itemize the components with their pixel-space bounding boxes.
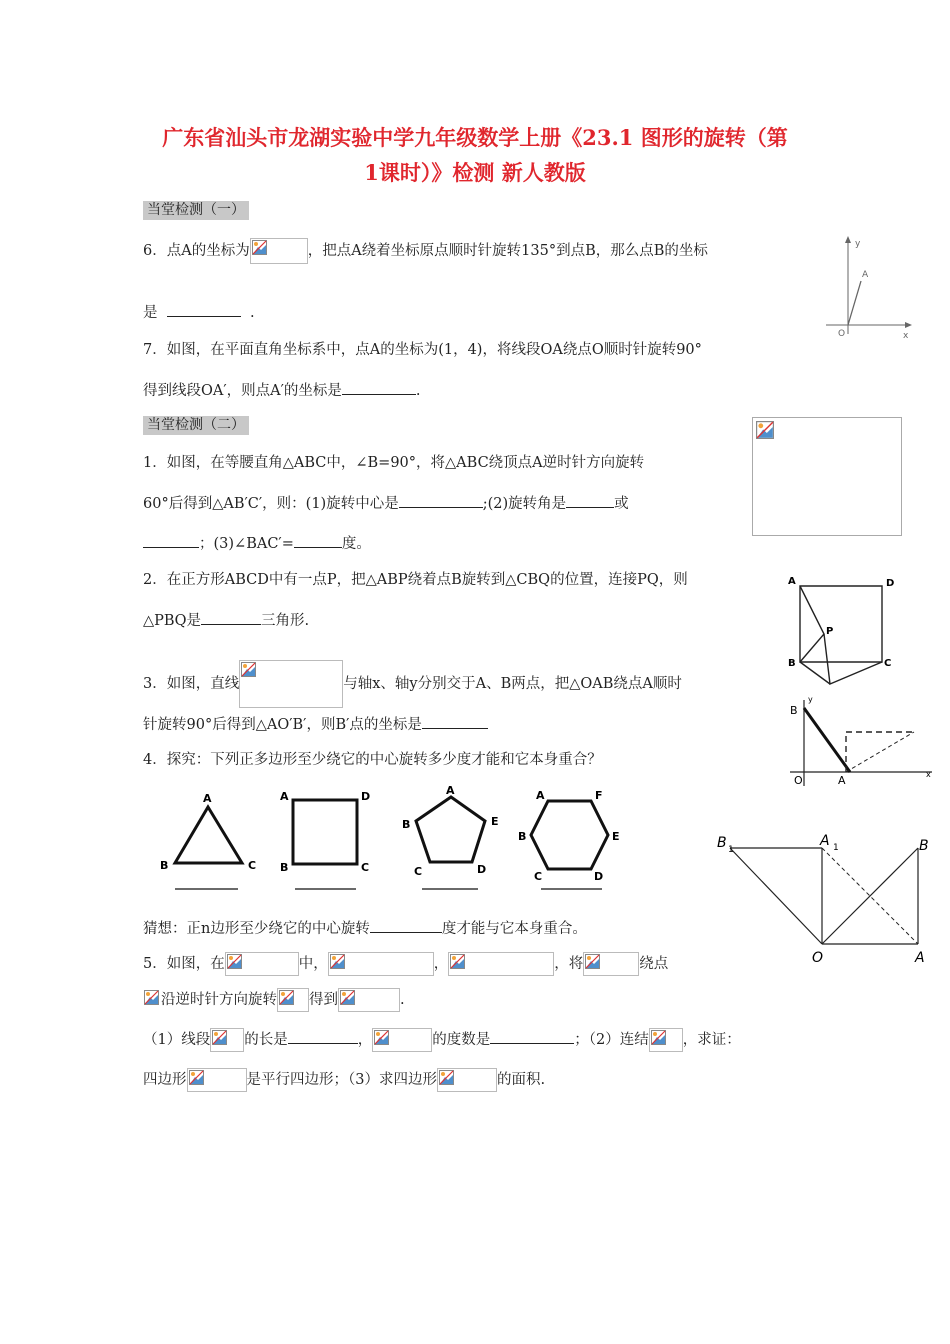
problem-1-line1: 1．如图，在等腰直角△ABC中，∠B=90°，将△ABC绕顶点A逆时针方向旋转 [143,455,645,471]
section-heading-1: 当堂检测（一） [143,201,249,220]
vertex-label: C [884,658,892,669]
segment-oa [848,281,861,325]
page-title-line2: 1课时）》检测 新人教版 [364,160,586,185]
answer-blank[interactable] [342,380,416,395]
formula-image [250,238,308,264]
axis-label: x [926,770,931,779]
formula-image [372,1028,432,1052]
point-label: A [915,950,925,966]
square-rotation-figure [784,572,914,694]
vertex-label: D [886,578,895,589]
vertex-label: C [414,865,423,878]
problem-4-line1: 4．探究：下列正多边形至少绕它的中心旋转多少度才能和它本身重合？ [143,752,602,768]
broken-image-icon [340,990,355,1005]
figure-image-frame [752,417,902,536]
line-rotation-figure [786,694,936,792]
problem-5-line1: 5．如图，在 中， ， ，将 绕点 [143,952,668,976]
broken-image-icon [189,1070,204,1085]
formula-image [277,988,309,1012]
vertex-label: D [361,790,371,803]
broken-image-icon [212,1030,227,1045]
formula-image [143,989,161,1011]
square-shape [293,800,357,864]
formula-image [437,1068,497,1092]
formula-image [649,1028,683,1052]
answer-blank[interactable] [294,533,342,548]
broken-image-icon [252,240,267,255]
point-label: O [838,329,846,339]
point-label: A [820,833,830,849]
formula-image [583,952,639,976]
broken-image-icon [144,990,159,1005]
formula-image [338,988,400,1012]
vertex-label: B [402,818,411,831]
vertex-label: A [203,792,212,805]
broken-image-icon [756,421,774,439]
vertex-label: B [788,658,796,669]
broken-image-icon [330,954,345,969]
page-title-line1: 广东省汕头市龙湖实验中学九年级数学上册《23.1 图形的旋转（第 [162,125,788,150]
hexagon-shape [531,801,608,869]
point-label: 1 [728,845,734,855]
coordinate-axes-figure [822,232,914,342]
problem-2-line1: 2．在正方形ABCD中有一点P，把△ABP绕着点B旋转到△CBQ的位置，连接PQ，则 [143,572,688,588]
vertex-label: D [477,863,487,876]
broken-image-icon [651,1030,666,1045]
vertex-label: P [826,626,834,637]
formula-image [225,952,299,976]
broken-image-icon [585,954,600,969]
question-7-line2: 得到线段OA′，则点A′的坐标是 . [143,380,421,401]
vertex-label: B [280,861,289,874]
answer-blank[interactable] [566,493,614,508]
vertex-label: B [160,859,169,872]
triangle-rotation-figure [712,826,937,966]
axis-label: x [903,331,909,341]
problem-3-line2: 针旋转90°后得到△AO′B′，则B′点的坐标是 [143,714,488,735]
point-label: O [794,774,803,787]
answer-blank[interactable] [201,610,261,625]
answer-blank[interactable] [490,1029,574,1044]
vertex-label: A [446,785,455,797]
axis-label: y [855,239,861,249]
problem-1-line3: ；(3)∠BAC′= 度。 [143,533,371,554]
axis-label: y [808,695,813,704]
vertex-label: C [361,861,370,874]
vertex-label: D [594,870,604,883]
vertex-label: E [612,830,620,843]
point-label: A [862,270,869,280]
broken-image-icon [374,1030,389,1045]
answer-blank[interactable] [167,302,241,317]
answer-blank[interactable] [143,533,199,548]
vertex-label: C [534,870,543,883]
problem-1-line2: 60°后得到△AB′C′，则：(1)旋转中心是 ;(2)旋转角是 或 [143,493,629,514]
point-label: B [717,835,727,851]
pentagon-shape [416,797,485,862]
broken-image-icon [450,954,465,969]
broken-image-icon [439,1070,454,1085]
formula-image [328,952,434,976]
answer-blank[interactable] [288,1029,358,1044]
vertex-label: C [248,859,257,872]
section-heading-2: 当堂检测（二） [143,416,249,435]
vertex-label: A [536,789,545,802]
vertex-label: A [280,790,289,803]
broken-image-icon [279,990,294,1005]
point-label: A [838,774,846,787]
broken-image-icon [241,662,256,677]
question-7-line1: 7．如图，在平面直角坐标系中，点A的坐标为(1，4)，将线段OA绕点O顺时针旋转90° [143,342,702,358]
regular-polygons-figure [150,785,630,897]
problem-4-guess: 猜想：正n边形至少绕它的中心旋转 度才能与它本身重合。 [143,918,587,939]
formula-image [210,1028,244,1052]
problem-3-line1: 3．如图，直线 与轴x、轴y分别交于A、B两点，把△OAB绕点A顺时 [143,660,682,708]
triangle-shape [175,807,242,863]
question-6-line1: 6．点A的坐标为 ，把点A绕着坐标原点顺时针旋转135°到点B，那么点B的坐标 [143,238,708,264]
answer-blank[interactable] [370,918,442,933]
point-label: O [812,950,824,966]
formula-image [187,1068,247,1092]
problem-5-line2: 沿逆时针方向旋转 得到 . [143,988,405,1012]
problem-2-line2: △PBQ是 三角形. [143,610,309,631]
point-label: 1 [833,843,839,853]
point-label: B [919,838,929,854]
formula-image [448,952,554,976]
point-label: B [790,704,798,717]
answer-blank[interactable] [399,493,483,508]
formula-image [239,660,343,708]
vertex-label: B [518,830,527,843]
problem-5-line3: （1）线段 的长是 ， 的度数是 ；（2）连结 ，求证： [143,1028,741,1052]
answer-blank[interactable] [422,714,488,729]
vertex-label: F [595,789,603,802]
vertex-label: A [788,576,796,587]
broken-image-icon [227,954,242,969]
problem-5-line4: 四边形 是平行四边形；（3）求四边形 的面积. [143,1068,545,1092]
vertex-label: E [491,815,499,828]
question-6-line2: 是 . [143,302,255,323]
